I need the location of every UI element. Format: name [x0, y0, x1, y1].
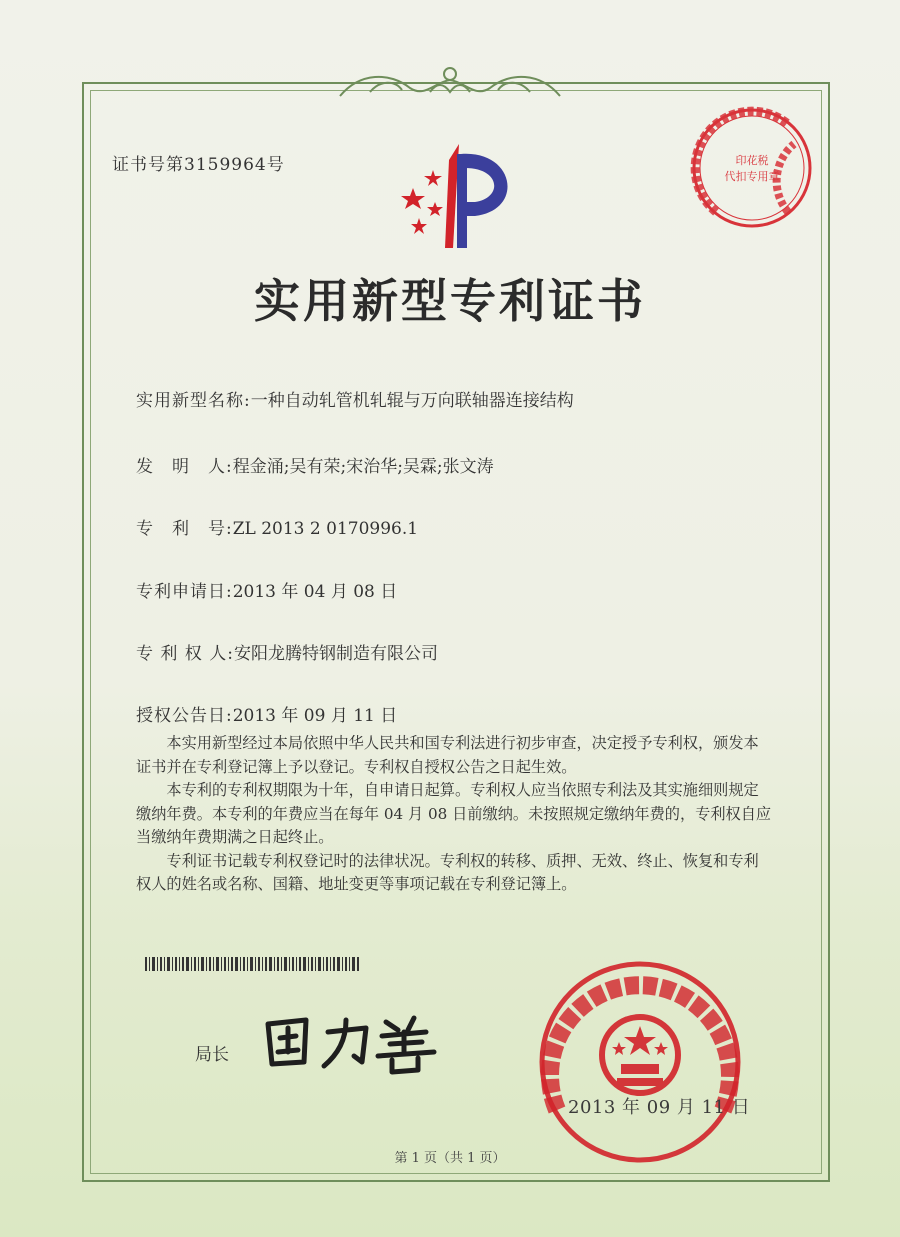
- body-paragraph: 专利证书记载专利权登记时的法律状况。专利权的转移、质押、无效、终止、恢复和专利权人的姓名或名称、国籍、地址变更等事项记载在专利登记簿上。: [136, 851, 759, 893]
- field-label: 授权公告日:: [136, 706, 233, 726]
- certificate-title: 实用新型专利证书: [254, 274, 646, 328]
- field-grant-date: [136, 701, 397, 726]
- certificate-body: [136, 732, 772, 897]
- field-label: 专利申请日:: [136, 582, 233, 602]
- body-paragraph: 本专利的专利权期限为十年，自申请日起算。专利权人应当依照专利法及其实施细则规定缴纳年费。本专利的年费应当在每年 04 月 08 日前缴纳。未按照规定缴纳年费的，专利权自应当缴纳年费期满之日起终止。: [136, 781, 772, 846]
- barcode: [145, 957, 360, 971]
- field-inventors: [136, 452, 494, 477]
- field-patent-number: [136, 514, 418, 539]
- patent-office-logo: [395, 140, 525, 255]
- field-patentee: [136, 639, 438, 664]
- certificate-number-suffix: 号: [266, 155, 285, 175]
- field-application-date: [136, 577, 397, 602]
- field-label: 专 利 号:: [136, 519, 233, 539]
- certificate-number: [112, 150, 285, 175]
- field-label: 发 明 人:: [136, 457, 233, 477]
- top-ornament: [330, 62, 570, 106]
- field-value: ZL 2013 2 0170996.1: [232, 519, 419, 539]
- cnipa-official-seal: [535, 960, 745, 1165]
- field-label: 专 利 权 人:: [136, 644, 234, 664]
- svg-text:印花税: 印花税: [735, 154, 769, 167]
- svg-text:代扣专用章: 代扣专用章: [724, 170, 780, 183]
- field-value: 2013 年 09 月 11 日: [232, 706, 398, 726]
- certificate-number-label: 证书号第: [112, 155, 184, 175]
- page-number: 第 1 页（共 1 页）: [394, 1151, 506, 1166]
- field-value: 一种自动轧管机轧辊与万向联轴器连接结构: [250, 391, 574, 411]
- certificate-number-value: 3159964: [184, 155, 267, 175]
- tax-seal-stamp: [688, 104, 816, 232]
- field-label: 实用新型名称:: [136, 391, 251, 411]
- field-value: 程金涌;吴有荣;宋治华;吴霖;张文涛: [232, 457, 494, 477]
- director-label: 局长: [195, 1045, 229, 1065]
- field-value: 安阳龙腾特钢制造有限公司: [233, 644, 438, 664]
- body-paragraph: 本实用新型经过本局依照中华人民共和国专利法进行初步审查，决定授予专利权，颁发本证书并在专利登记簿上予以登记。专利权自授权公告之日起生效。: [136, 734, 759, 776]
- seal-date: 2013 年 09 月 11 日: [568, 1097, 751, 1118]
- director-signature: [258, 1006, 448, 1076]
- field-value: 2013 年 04 月 08 日: [232, 582, 398, 602]
- field-utility-model-name: [136, 386, 574, 411]
